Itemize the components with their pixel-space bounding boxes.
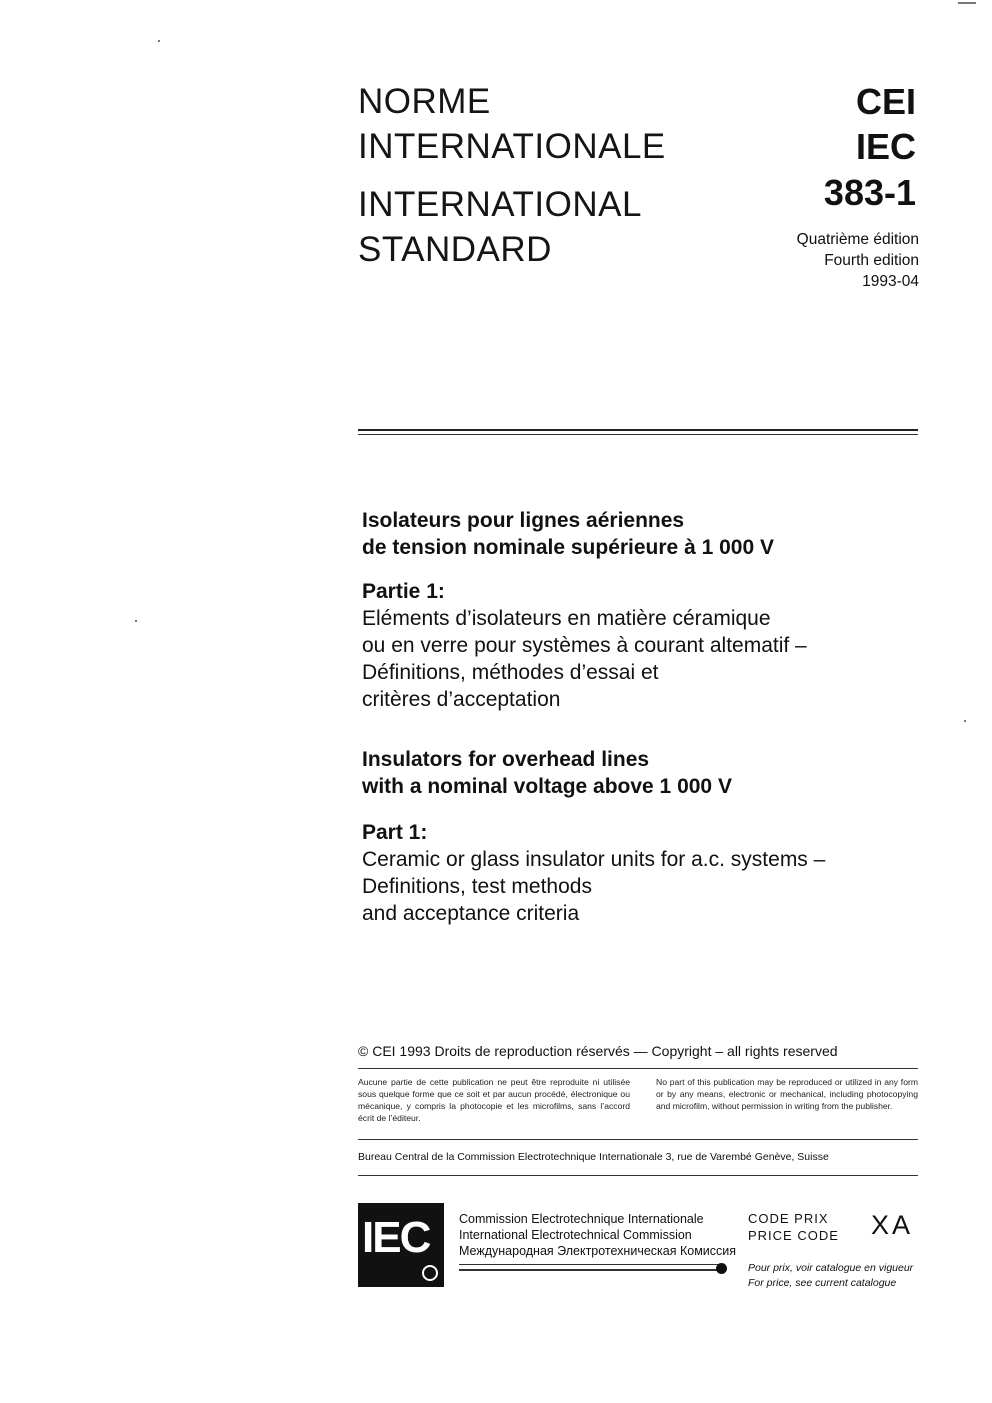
- edition-date: 1993-04: [862, 273, 919, 290]
- price-code: XA: [871, 1210, 914, 1240]
- part-title-fr-line: ou en verre pour systèmes à courant altematif –: [362, 634, 807, 657]
- divider: [358, 1139, 918, 1140]
- title-en-line: Insulators for overhead lines: [362, 748, 650, 771]
- scan-mark: [958, 2, 976, 4]
- divider: [459, 1264, 721, 1265]
- edition-en: Fourth edition: [824, 252, 919, 269]
- part-title-fr-line: Définitions, méthodes d’essai et: [362, 661, 659, 684]
- bureau-address: Bureau Central de la Commission Electrotechnique Internationale 3, rue de Varembé Genève, Suisse: [358, 1151, 829, 1163]
- notice-en: No part of this publication may be reproduced or utilized in any form or by any means, electronic or mechanical, including photocopying and microfilm, without permission in writing from the publisher.: [656, 1077, 918, 1111]
- bullet-icon: [716, 1263, 727, 1274]
- scan-mark: [135, 620, 137, 622]
- title-en-line: with a nominal voltage above 1 000 V: [362, 775, 732, 798]
- standard-number: 383-1: [823, 172, 916, 213]
- part-title-fr-line: critères d’acceptation: [362, 688, 561, 711]
- price-label-en: PRICE CODE: [748, 1228, 839, 1243]
- part-title-en-line: and acceptance criteria: [362, 902, 580, 925]
- divider: [358, 429, 918, 431]
- divider: [358, 1068, 918, 1069]
- divider: [358, 1175, 918, 1176]
- standard-title-line: NORME: [358, 82, 491, 121]
- price-note-en: For price, see current catalogue: [748, 1277, 897, 1289]
- part-title-en-line: Ceramic or glass insulator units for a.c. systems –: [362, 848, 826, 871]
- standard-title-line: INTERNATIONAL: [358, 185, 642, 224]
- part-title-fr-line: Eléments d’isolateurs en matière céramique: [362, 607, 771, 630]
- title-fr-line: Isolateurs pour lignes aériennes: [362, 509, 685, 532]
- notice-fr: Aucune partie de cette publication ne peut être reproduite ni utilisée sous quelque forme que ce soit et par aucun procédé, électronique ou mécanique, y compris la photocopie et les microfilms, sans l’accord écrit de l’éditeur.: [358, 1077, 630, 1123]
- part-label-fr: Partie 1:: [362, 580, 445, 603]
- code-cei: CEI: [855, 81, 916, 122]
- title-fr-line: de tension nominale supérieure à 1 000 V: [362, 536, 774, 559]
- price-note-fr: Pour prix, voir catalogue en vigueur: [748, 1262, 914, 1274]
- commission-name-en: International Electrotechnical Commission: [459, 1228, 692, 1242]
- iec-logo: [358, 1203, 444, 1287]
- part-label-en: Part 1:: [362, 821, 428, 844]
- standard-title-line: INTERNATIONALE: [358, 127, 666, 166]
- part-title-en-line: Definitions, test methods: [362, 875, 592, 898]
- copyright-line: © CEI 1993 Droits de reproduction réservés — Copyright – all rights reserved: [358, 1043, 838, 1059]
- logo-dot-icon: [422, 1265, 438, 1281]
- scan-mark: [964, 720, 966, 722]
- code-iec: IEC: [855, 126, 916, 167]
- scan-mark: [158, 40, 160, 42]
- standard-title-line: STANDARD: [358, 230, 552, 269]
- commission-name-fr: Commission Electrotechnique Internationale: [459, 1212, 704, 1226]
- logo-text: IEC: [362, 1213, 430, 1262]
- divider: [358, 434, 918, 435]
- commission-name-ru: Международная Электротехническая Комиссия: [459, 1244, 737, 1258]
- divider: [459, 1269, 721, 1271]
- price-label-fr: CODE PRIX: [748, 1211, 829, 1226]
- edition-fr: Quatrième édition: [796, 231, 919, 248]
